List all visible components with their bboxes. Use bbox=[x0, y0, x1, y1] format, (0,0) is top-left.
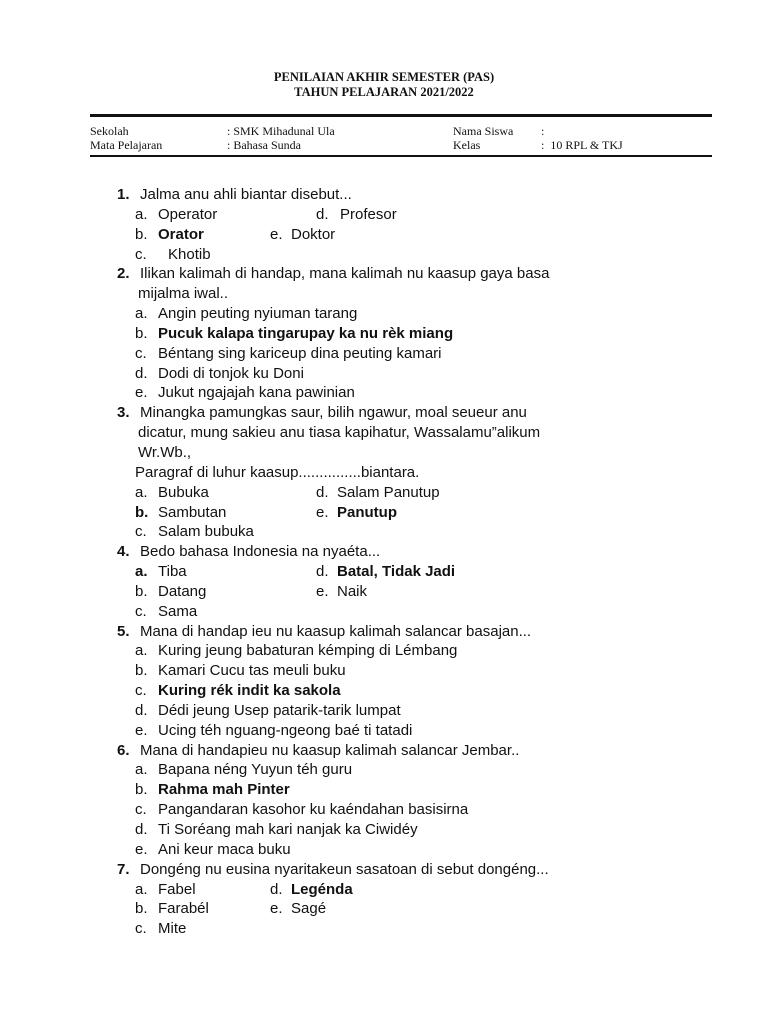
question-4-option-row bbox=[0, 602, 768, 622]
option-letter: c. bbox=[135, 245, 147, 263]
option-text: Legénda bbox=[291, 880, 353, 898]
question-6-option-row bbox=[0, 780, 768, 800]
question-5-line bbox=[0, 622, 768, 642]
option-text: Ucing téh nguang-ngeong baé ti tatadi bbox=[158, 721, 413, 739]
option-text: Orator bbox=[158, 225, 204, 243]
option-text: Salam Panutup bbox=[337, 483, 440, 501]
class-value: : 10 RPL & TKJ bbox=[541, 138, 623, 152]
option-letter: a. bbox=[135, 483, 148, 501]
option-letter: e. bbox=[270, 900, 283, 918]
subject-label: Mata Pelajaran bbox=[90, 138, 163, 152]
option-letter: e. bbox=[135, 721, 148, 739]
info-row-school bbox=[90, 124, 710, 138]
question-number: 1. bbox=[117, 186, 130, 203]
question-number: 2. bbox=[117, 265, 130, 283]
question-list bbox=[0, 185, 768, 939]
option-letter: e. bbox=[135, 384, 148, 402]
option-text: Pangandaran kasohor ku kaéndahan basisirna bbox=[158, 801, 469, 819]
question-5-option-row bbox=[0, 641, 768, 661]
question-6-option-row bbox=[0, 840, 768, 860]
question-6-option-row bbox=[0, 820, 768, 840]
option-text: Operator bbox=[158, 205, 218, 223]
top-divider bbox=[90, 114, 712, 117]
option-text: Sama bbox=[158, 602, 198, 620]
option-letter: b. bbox=[135, 781, 148, 799]
option-text: Panutup bbox=[337, 503, 397, 521]
option-letter: d. bbox=[270, 880, 283, 898]
question-3-option-row bbox=[0, 522, 768, 542]
question-7-option-row bbox=[0, 880, 768, 900]
question-number: 4. bbox=[117, 543, 130, 561]
class-label: Kelas bbox=[453, 138, 481, 152]
option-letter: b. bbox=[135, 225, 148, 243]
question-2-option-row bbox=[0, 364, 768, 384]
question-number: 6. bbox=[117, 741, 130, 759]
option-text: Farabél bbox=[158, 900, 209, 918]
option-letter: b. bbox=[135, 900, 148, 918]
option-text: Doktor bbox=[291, 225, 336, 243]
option-letter: c. bbox=[135, 344, 147, 362]
question-text: Jalma anu ahli biantar disebut... bbox=[140, 186, 352, 203]
question-text: Wr.Wb., bbox=[138, 443, 192, 461]
option-text: Kuring rék indit ka sakola bbox=[158, 682, 341, 700]
question-6-line bbox=[0, 741, 768, 761]
question-3-option-row bbox=[0, 503, 768, 523]
question-number: 3. bbox=[117, 404, 130, 422]
option-letter: d. bbox=[135, 821, 148, 838]
question-1-option-row bbox=[0, 205, 768, 225]
question-2-option-row bbox=[0, 304, 768, 324]
option-text: Salam bubuka bbox=[158, 523, 254, 541]
option-letter: a. bbox=[135, 880, 148, 898]
option-text: Rahma mah Pinter bbox=[158, 781, 290, 799]
question-3-line bbox=[0, 403, 768, 423]
question-text: Paragraf di luhur kaasup...............biantara. bbox=[135, 463, 420, 481]
option-text: Sambutan bbox=[158, 503, 227, 521]
question-4-line bbox=[0, 542, 768, 562]
option-letter: c. bbox=[135, 801, 147, 819]
question-text: Dongéng nu eusina nyaritakeun sasatoan di sebut dongéng... bbox=[140, 860, 549, 878]
option-text: Dédi jeung Usep patarik-tarik lumpat bbox=[158, 701, 401, 719]
question-text: Ilikan kalimah di handap, mana kalimah nu kaasup gaya basa bbox=[140, 265, 550, 283]
option-text: Batal, Tidak Jadi bbox=[337, 563, 456, 581]
subject-value: : Bahasa Sunda bbox=[227, 138, 301, 152]
option-text: Angin peuting nyiuman tarang bbox=[158, 305, 358, 323]
question-2-line bbox=[0, 264, 768, 284]
question-1-option-row bbox=[0, 225, 768, 245]
option-letter: a. bbox=[135, 205, 148, 223]
option-letter: c. bbox=[135, 682, 147, 700]
option-text: Profesor bbox=[340, 205, 397, 223]
question-number: 7. bbox=[117, 860, 130, 878]
option-letter: d. bbox=[135, 701, 148, 719]
exam-title: PENILAIAN AKHIR SEMESTER (PAS) bbox=[273, 70, 495, 84]
option-letter: c. bbox=[135, 602, 147, 620]
exam-year: TAHUN PELAJARAN 2021/2022 bbox=[294, 85, 474, 99]
question-3-line bbox=[0, 423, 768, 443]
question-6-option-row bbox=[0, 800, 768, 820]
question-3-line bbox=[0, 463, 768, 483]
option-letter: b. bbox=[135, 582, 148, 600]
question-7-option-row bbox=[0, 899, 768, 919]
option-text: Ti Soréang mah kari nanjak ka Ciwidéy bbox=[158, 821, 418, 838]
option-text: Jukut ngajajah kana pawinian bbox=[158, 384, 355, 402]
school-label: Sekolah bbox=[90, 124, 129, 138]
option-text: Bapana néng Yuyun téh guru bbox=[158, 761, 353, 779]
question-1-option-row bbox=[0, 245, 768, 265]
option-letter: a. bbox=[135, 305, 148, 323]
option-letter: b. bbox=[135, 503, 149, 521]
option-letter: e. bbox=[270, 225, 283, 243]
question-text: Mana di handap ieu nu kaasup kalimah salancar basajan... bbox=[140, 622, 532, 640]
question-5-option-row bbox=[0, 701, 768, 721]
question-number: 5. bbox=[117, 622, 130, 640]
question-text: dicatur, mung sakieu anu tiasa kapihatur, Wassalamu”alikum bbox=[138, 424, 541, 442]
option-text: Datang bbox=[158, 582, 207, 600]
question-4-option-row bbox=[0, 562, 768, 582]
question-text: mijalma iwal.. bbox=[138, 285, 229, 303]
question-3-line bbox=[0, 443, 768, 463]
option-letter: d. bbox=[135, 364, 148, 382]
option-letter: d. bbox=[316, 563, 329, 581]
option-letter: c. bbox=[135, 920, 147, 938]
option-letter: b. bbox=[135, 662, 148, 680]
option-text: Fabel bbox=[158, 880, 196, 898]
option-letter: c. bbox=[135, 523, 147, 541]
option-text: Kuring jeung babaturan kémping di Lémbang bbox=[158, 642, 458, 660]
option-text: Ani keur maca buku bbox=[158, 840, 291, 858]
option-letter: e. bbox=[316, 503, 329, 521]
option-text: Pucuk kalapa tingarupay ka nu rèk miang bbox=[158, 324, 454, 342]
question-5-option-row bbox=[0, 681, 768, 701]
option-letter: e. bbox=[316, 582, 329, 600]
option-text: Mite bbox=[158, 920, 187, 938]
option-letter: a. bbox=[135, 642, 148, 660]
option-text: Dodi di tonjok ku Doni bbox=[158, 364, 304, 382]
question-2-line bbox=[0, 284, 768, 304]
option-letter: e. bbox=[135, 840, 148, 858]
question-2-option-row bbox=[0, 324, 768, 344]
option-letter: d. bbox=[316, 483, 329, 501]
school-value: : SMK Mihadunal Ula bbox=[227, 124, 335, 138]
question-2-option-row bbox=[0, 344, 768, 364]
option-letter: d. bbox=[316, 205, 329, 223]
student-name-value: : bbox=[541, 124, 545, 138]
option-letter: a. bbox=[135, 563, 148, 581]
option-text: Kamari Cucu tas meuli buku bbox=[158, 662, 346, 680]
question-2-option-row bbox=[0, 383, 768, 403]
question-4-option-row bbox=[0, 582, 768, 602]
question-5-option-row bbox=[0, 661, 768, 681]
question-7-line bbox=[0, 860, 768, 880]
question-5-option-row bbox=[0, 721, 768, 741]
question-7-option-row bbox=[0, 919, 768, 939]
question-6-option-row bbox=[0, 760, 768, 780]
option-text: Béntang sing kariceup dina peuting kamari bbox=[158, 344, 442, 362]
option-letter: b. bbox=[135, 324, 148, 342]
question-1-line bbox=[0, 185, 768, 205]
question-text: Minangka pamungkas saur, bilih ngawur, moal seueur anu bbox=[140, 404, 527, 422]
option-text: Naik bbox=[337, 582, 368, 600]
question-3-option-row bbox=[0, 483, 768, 503]
student-name-label: Nama Siswa bbox=[453, 124, 514, 138]
student-info bbox=[90, 124, 710, 152]
info-row-subject bbox=[90, 138, 710, 152]
option-text: Sagé bbox=[291, 900, 327, 918]
option-letter: a. bbox=[135, 761, 148, 779]
option-text: Khotib bbox=[168, 245, 211, 263]
option-text: Bubuka bbox=[158, 483, 209, 501]
option-text: Tiba bbox=[158, 563, 187, 581]
question-text: Mana di handapieu nu kaasup kalimah salancar Jembar.. bbox=[140, 741, 520, 759]
bottom-divider bbox=[90, 155, 712, 157]
exam-header bbox=[0, 70, 768, 100]
question-text: Bedo bahasa Indonesia na nyaéta... bbox=[140, 543, 381, 561]
